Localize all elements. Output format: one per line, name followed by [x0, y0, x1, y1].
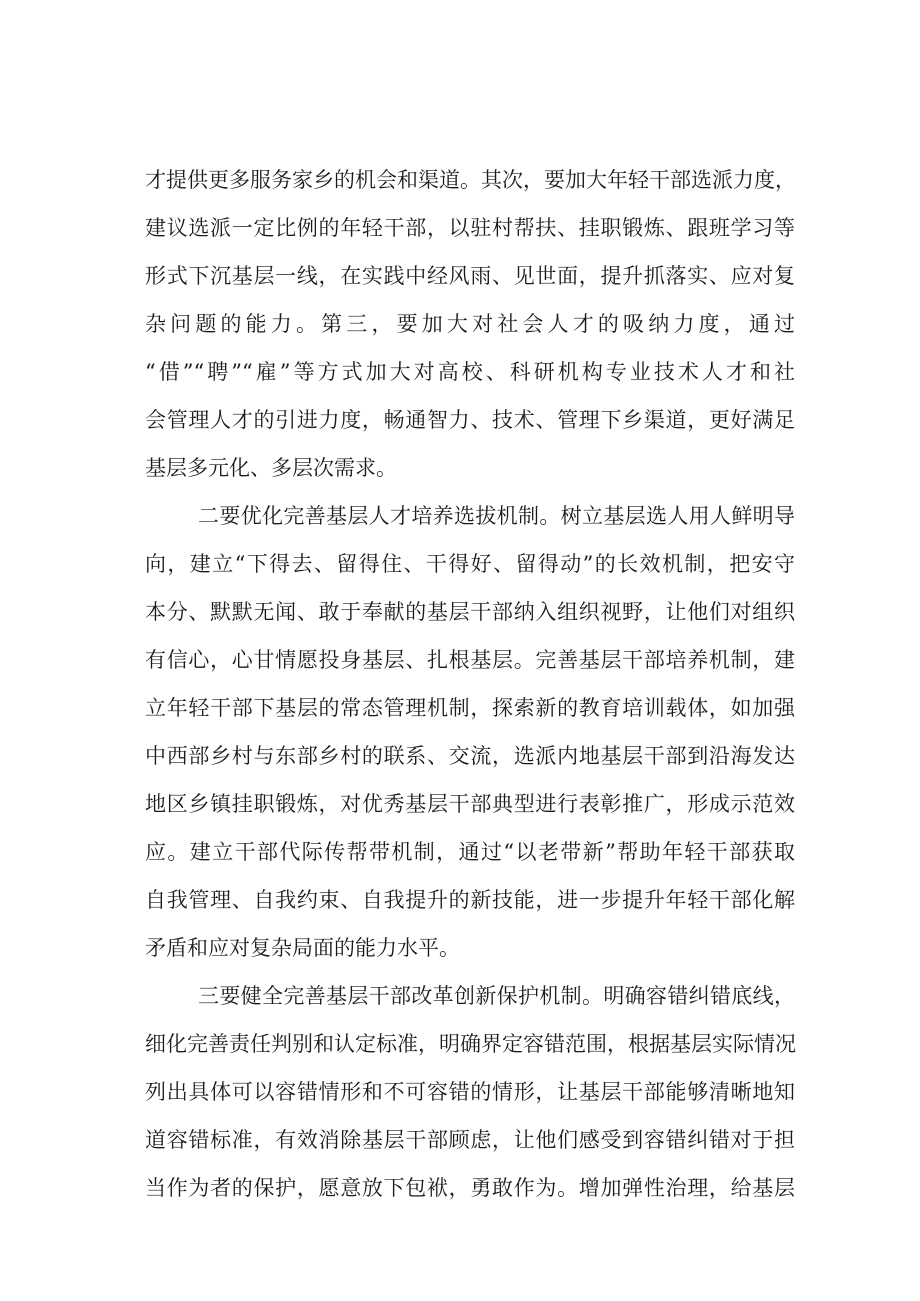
paragraph-3-line-3: 列出具体可以容错情形和不可容错的情形，让基层干部能够清晰地知	[145, 1080, 795, 1104]
paragraph-2-line-9: 自我管理、自我约束、自我提升的新技能，进一步提升年轻干部化解	[145, 888, 795, 912]
paragraph-1-line-2: 建议选派一定比例的年轻干部，以驻村帮扶、挂职锻炼、跟班学习等	[145, 216, 795, 240]
paragraph-1-line-5: “借”“聘”“雇”等方式加大对高校、科研机构专业技术人才和社	[145, 360, 795, 384]
paragraph-2-line-7: 地区乡镇挂职锻炼，对优秀基层干部典型进行表彰推广，形成示范效	[145, 792, 795, 816]
paragraph-1-line-4: 杂问题的能力。第三，要加大对社会人才的吸纳力度，通过	[145, 312, 795, 336]
paragraph-2-line-1: 二要优化完善基层人才培养选拔机制。树立基层选人用人鲜明导	[198, 504, 795, 528]
paragraph-1-line-3: 形式下沉基层一线，在实践中经风雨、见世面，提升抓落实、应对复	[145, 264, 795, 288]
paragraph-3-line-1: 三要健全完善基层干部改革创新保护机制。明确容错纠错底线，	[198, 984, 795, 1008]
paragraph-2-line-10: 矛盾和应对复杂局面的能力水平。	[145, 936, 460, 960]
paragraph-2-line-5: 立年轻干部下基层的常态管理机制，探索新的教育培训载体，如加强	[145, 696, 795, 720]
paragraph-1-line-7: 基层多元化、多层次需求。	[145, 456, 397, 480]
paragraph-2-line-6: 中西部乡村与东部乡村的联系、交流，选派内地基层干部到沿海发达	[145, 744, 795, 768]
paragraph-3-line-2: 细化完善责任判别和认定标准，明确界定容错范围，根据基层实际情况	[145, 1032, 796, 1056]
paragraph-1-line-6: 会管理人才的引进力度，畅通智力、技术、管理下乡渠道，更好满足	[145, 408, 795, 432]
paragraph-1-line-1: 才提供更多服务家乡的机会和渠道。其次，要加大年轻干部选派力度，	[145, 168, 796, 192]
paragraph-2-line-4: 有信心，心甘情愿投身基层、扎根基层。完善基层干部培养机制，建	[145, 648, 795, 672]
paragraph-3-line-4: 道容错标准，有效消除基层干部顾虑，让他们感受到容错纠错对于担	[145, 1128, 795, 1152]
paragraph-2-line-3: 本分、默默无闻、敢于奉献的基层干部纳入组织视野，让他们对组织	[145, 600, 795, 624]
paragraph-2-line-8: 应。建立干部代际传帮带机制，通过“以老带新”帮助年轻干部获取	[145, 840, 795, 864]
paragraph-2-line-2: 向，建立“下得去、留得住、干得好、留得动”的长效机制，把安守	[145, 552, 795, 576]
paragraph-3-line-5: 当作为者的保护，愿意放下包袱，勇敢作为。增加弹性治理，给基层	[145, 1176, 795, 1200]
